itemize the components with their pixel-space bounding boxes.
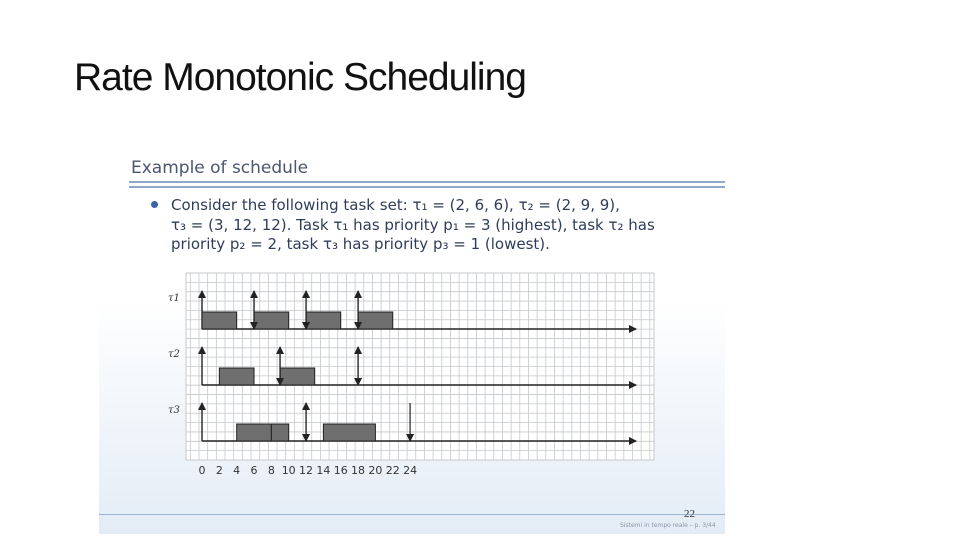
x-tick-label: 18	[351, 464, 366, 477]
execution-bar	[323, 424, 375, 441]
task-label: τ3	[168, 405, 180, 416]
x-tick-label: 16	[333, 464, 348, 477]
execution-bar	[254, 312, 289, 329]
x-tick-label: 24	[403, 464, 418, 477]
task-label: τ2	[168, 349, 180, 360]
x-tick-label: 12	[299, 464, 314, 477]
description-line-2: τ₃ = (3, 12, 12). Task τ₁ has priority p₁ = 3 (highest), task τ₂ has	[171, 215, 655, 234]
execution-bar	[271, 424, 288, 441]
embedded-footer-reference: Sistemi in tempo reale – p. 3/44	[620, 522, 716, 529]
execution-bar	[202, 312, 237, 329]
x-tick-label: 10	[281, 464, 296, 477]
execution-bar	[219, 368, 254, 385]
x-tick-label: 2	[215, 464, 223, 477]
x-tick-label: 8	[267, 464, 275, 477]
task-label: τ1	[168, 293, 180, 304]
x-tick-label: 14	[316, 464, 331, 477]
execution-bar	[306, 312, 341, 329]
execution-bar	[280, 368, 315, 385]
x-tick-label: 0	[198, 464, 206, 477]
description-line-3: priority p₂ = 2, task τ₃ has priority p₃ = 1 (lowest).	[171, 235, 550, 253]
embedded-slide-heading: Example of schedule	[131, 158, 309, 178]
slide-number: 22	[684, 508, 695, 520]
slide-title: Rate Monotonic Scheduling	[74, 56, 526, 99]
x-tick-label: 20	[368, 464, 383, 477]
x-tick-label: 6	[250, 464, 258, 477]
x-tick-label: 22	[385, 464, 400, 477]
description-line-1: Consider the following task set: τ₁ = (2, 6, 6), τ₂ = (2, 9, 9),	[171, 196, 620, 214]
execution-bar	[358, 312, 393, 329]
execution-bar	[237, 424, 272, 441]
x-tick-label: 4	[233, 464, 241, 477]
